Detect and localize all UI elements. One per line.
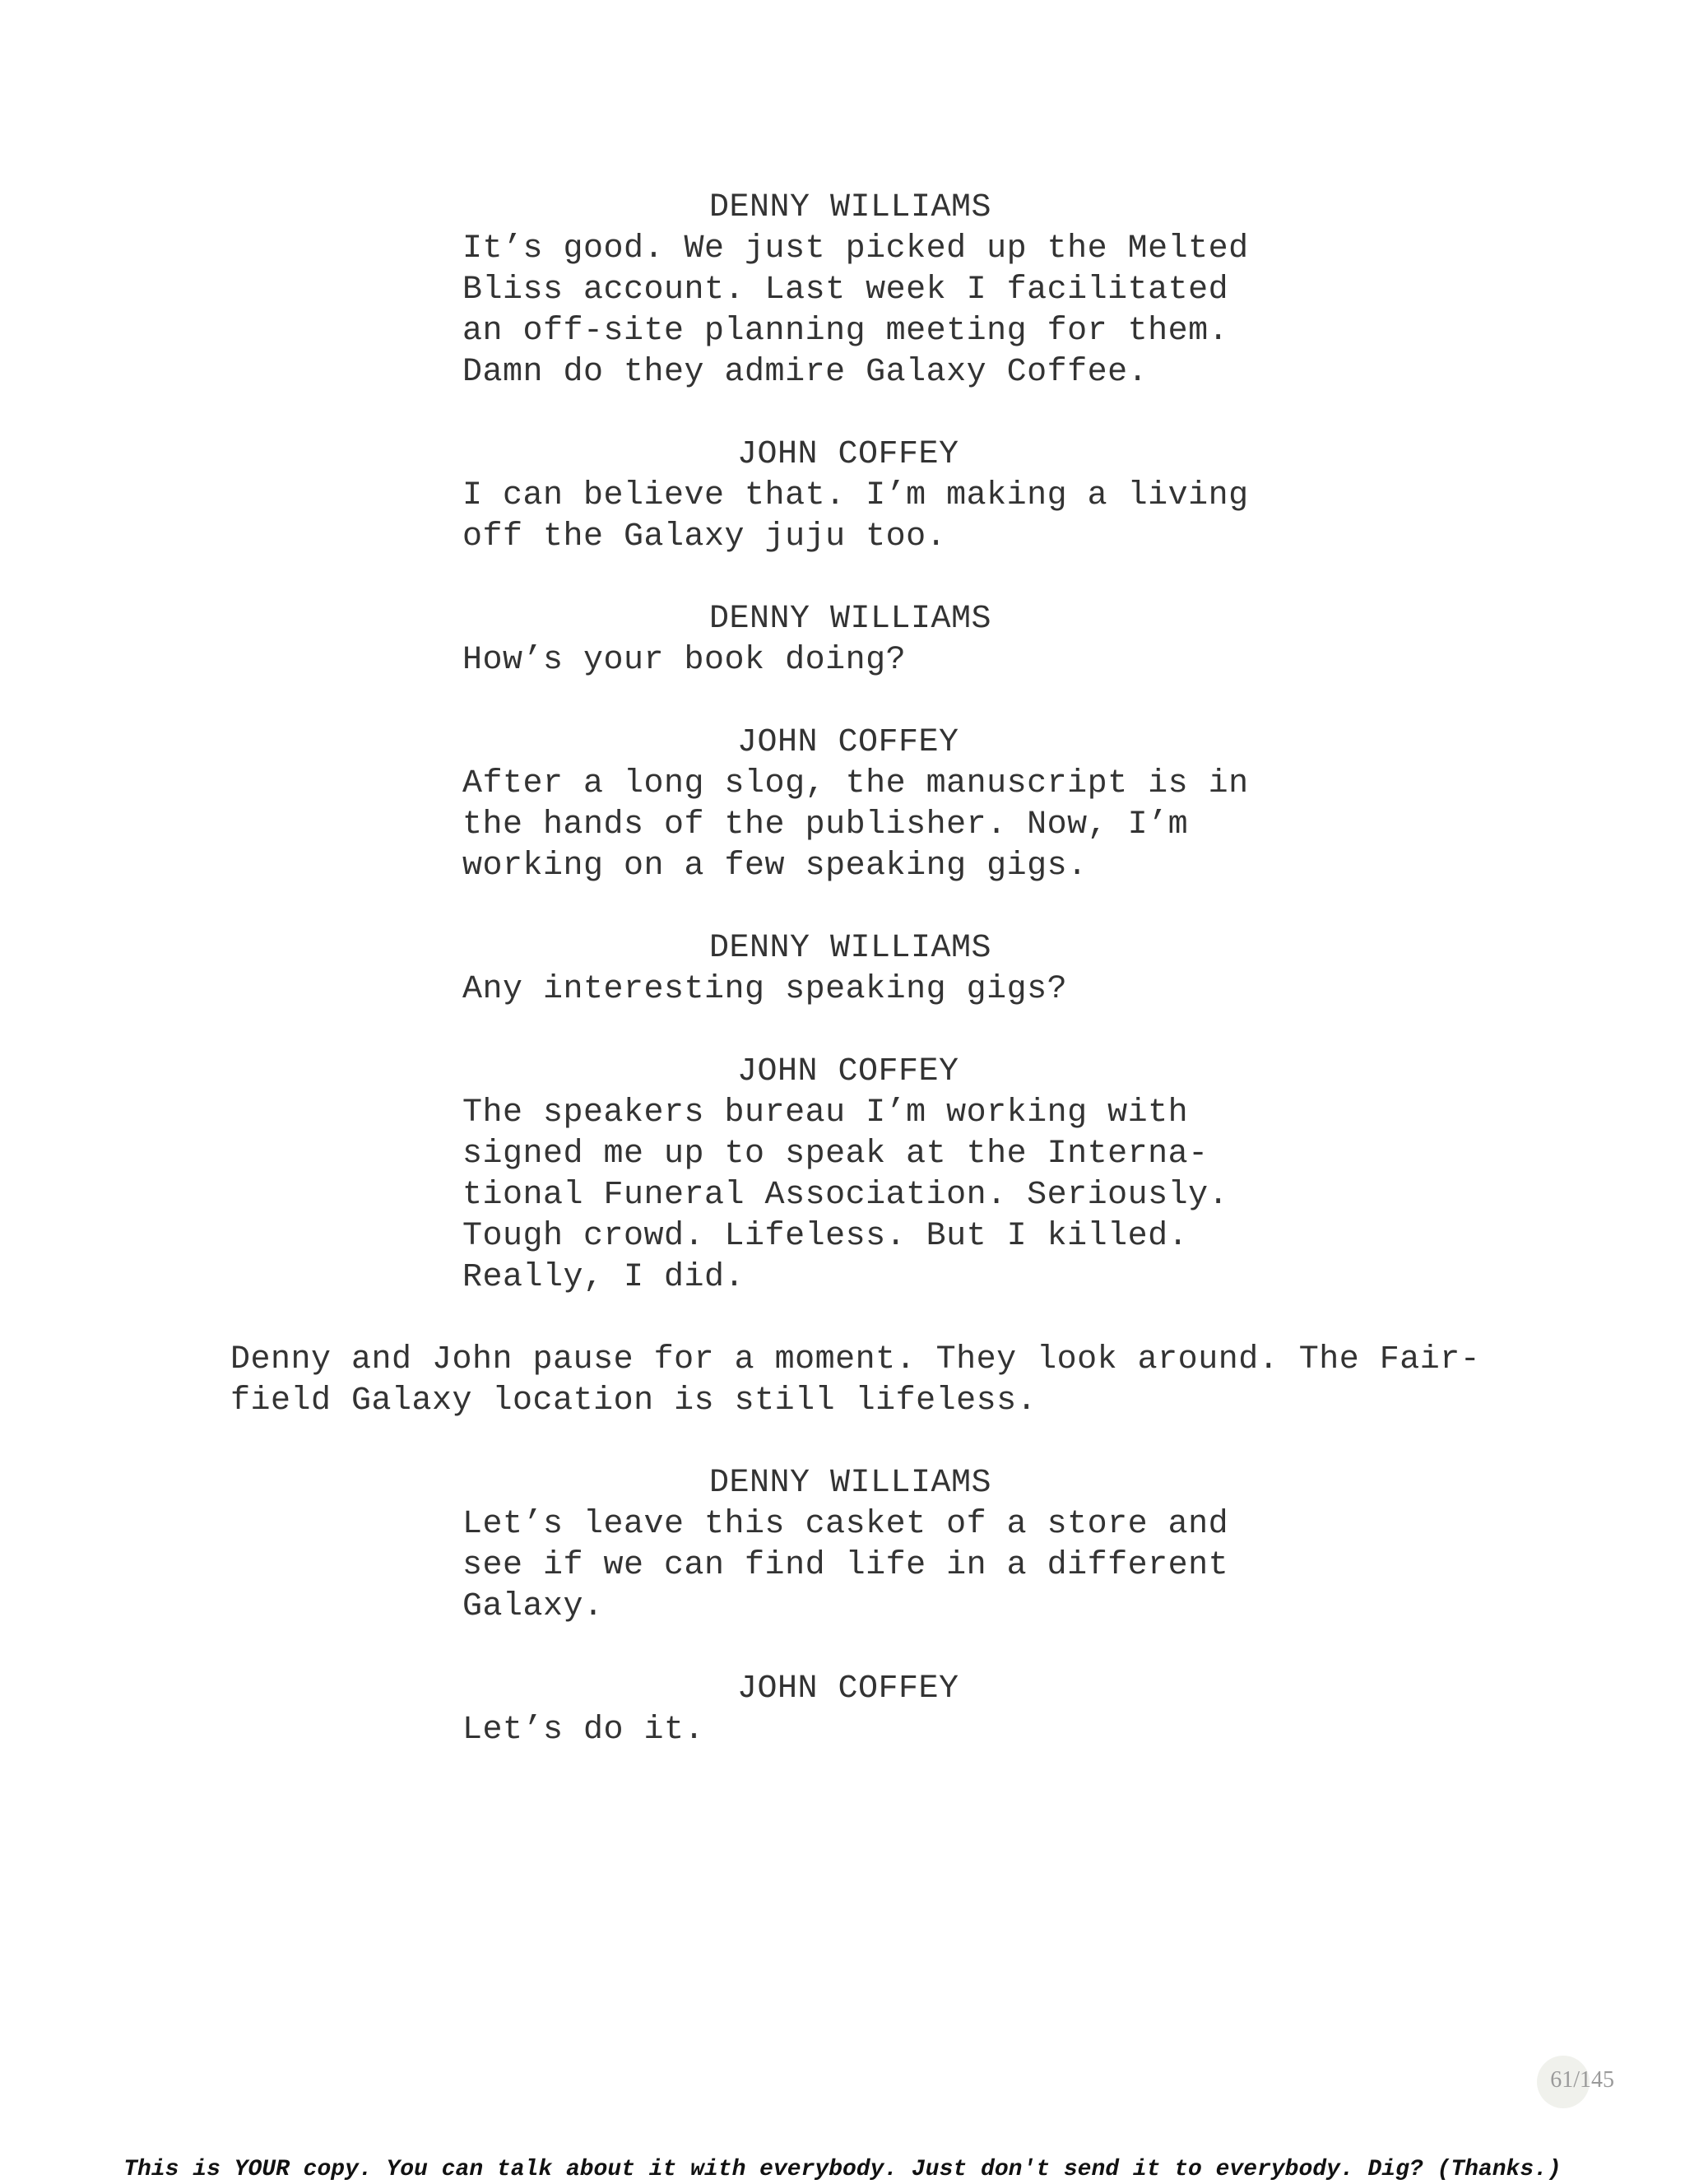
dialogue-line: After a long slog, the manuscript is in [462,765,1249,802]
character-name: JOHN COFFEY [737,724,959,761]
dialogue-line: I can believe that. I’m making a living [462,477,1249,514]
dialogue-block [462,476,1249,558]
action-line: Denny and John pause for a moment. They look around. The Fair- [230,1341,1481,1378]
dialogue-line: Really, I did. [462,1259,745,1296]
character-name: JOHN COFFEY [737,1053,959,1090]
dialogue-line: see if we can find life in a different [462,1547,1229,1584]
dialogue-block [462,640,906,681]
page-number [1516,2067,1614,2125]
dialogue-line: Let’s leave this casket of a store and [462,1506,1229,1543]
character-name: DENNY WILLIAMS [709,601,992,638]
dialogue-block [462,1710,704,1751]
page-number-text: 61/145 [1550,2067,1614,2093]
dialogue-line: Galaxy. [462,1588,604,1625]
dialogue-block [462,229,1249,393]
dialogue-line: It’s good. We just picked up the Melted [462,230,1249,267]
dialogue-line: signed me up to speak at the Interna- [462,1136,1209,1173]
dialogue-line: an off-site planning meeting for them. [462,313,1229,350]
character-name: DENNY WILLIAMS [709,1465,992,1502]
dialogue-line: Bliss account. Last week I facilitated [462,272,1229,309]
dialogue-block [462,1504,1228,1628]
dialogue-line: tional Funeral Association. Seriously. [462,1177,1229,1214]
dialogue-block [462,969,1067,1011]
character-name: DENNY WILLIAMS [709,930,992,967]
dialogue-line: How’s your book doing? [462,642,907,679]
dialogue-line: Let’s do it. [462,1712,705,1749]
dialogue-line: the hands of the publisher. Now, I’m [462,806,1189,843]
character-name: DENNY WILLIAMS [709,189,992,226]
dialogue-line: working on a few speaking gigs. [462,848,1088,885]
action-block [230,1340,1480,1422]
character-name: JOHN COFFEY [737,436,959,473]
dialogue-line: off the Galaxy juju too. [462,518,947,555]
copy-notice-footer: This is YOUR copy. You can talk about it with everybody. Just don't send it to everybody. Dig? (Thanks.) [123,2157,1562,2182]
dialogue-line: Damn do they admire Galaxy Coffee. [462,354,1149,391]
dialogue-block [462,1093,1228,1299]
dialogue-block [462,764,1249,887]
action-line: field Galaxy location is still lifeless. [230,1382,1037,1420]
dialogue-line: Any interesting speaking gigs? [462,971,1068,1008]
dialogue-line: Tough crowd. Lifeless. But I killed. [462,1218,1189,1255]
character-name: JOHN COFFEY [737,1671,959,1708]
dialogue-line: The speakers bureau I’m working with [462,1094,1189,1131]
